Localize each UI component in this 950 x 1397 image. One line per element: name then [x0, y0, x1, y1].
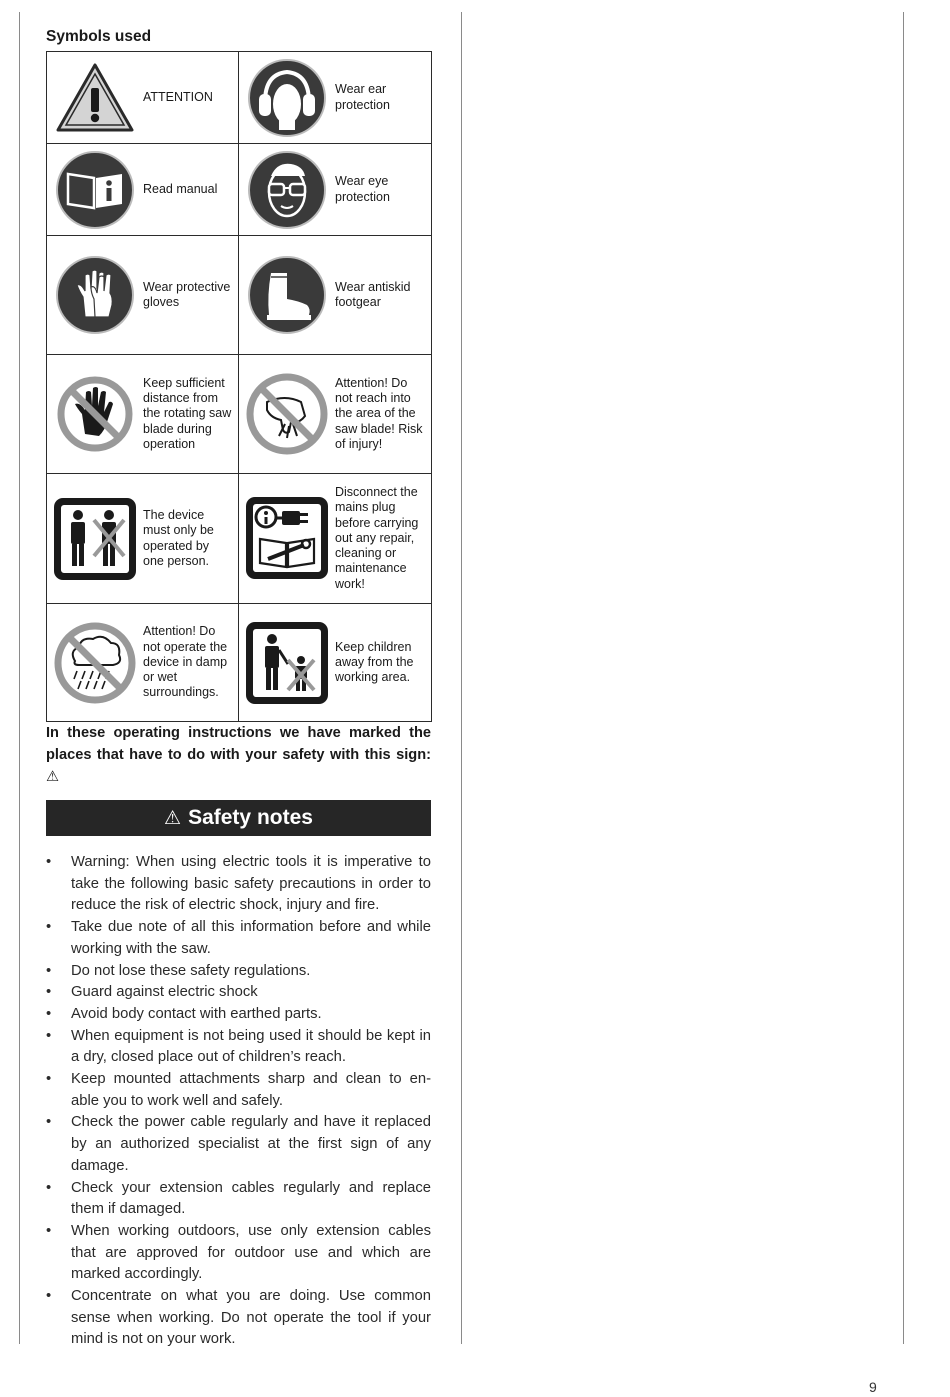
- safety-sign-intro: [46, 722, 431, 788]
- left-margin-rule: [19, 12, 20, 1344]
- note-text: When equipment is not being used it should be kept in a dry, closed place out of children’s reach.: [71, 1027, 431, 1066]
- symbol-label: The device must only be operated by one person.: [143, 508, 214, 568]
- right-margin-rule: [903, 12, 904, 1344]
- note-text: Check the power cable regularly and have it replaced by an authorized specialist at the first sign of any damage.: [71, 1114, 431, 1174]
- eye-protection-icon: [239, 150, 335, 230]
- symbol-label: Keep sufficient distance from the rotating saw blade during operation: [143, 375, 232, 451]
- list-item: [46, 1112, 431, 1177]
- note-text: Concentrate on what you are doing. Use common sense when working. Do not operate the tool if your mind is not on your work.: [71, 1288, 431, 1348]
- symbol-label: Wear protective gloves: [143, 279, 231, 309]
- antiskid-footgear-icon: [239, 255, 335, 335]
- list-item: [46, 1069, 431, 1112]
- symbol-label: Wear eye protection: [335, 174, 390, 204]
- attention-triangle-icon: [47, 62, 143, 134]
- bullet-icon: •: [46, 1222, 52, 1239]
- symbol-cell: [239, 52, 432, 144]
- symbol-cell: [47, 604, 239, 722]
- note-text: When working outdoors, use only extension cables that are approved for outdoor use and which are marked accordingly.: [71, 1222, 431, 1283]
- one-person-only-icon: [47, 496, 143, 582]
- list-item: [46, 1026, 431, 1069]
- note-text: Guard against electric shock: [71, 984, 258, 1001]
- no-wet-surroundings-icon: [47, 621, 143, 705]
- symbols-table: [46, 51, 432, 722]
- banner-title: Safety notes: [188, 806, 313, 829]
- warning-triangle-icon: ⚠: [164, 807, 182, 829]
- bullet-icon: •: [46, 854, 52, 870]
- note-text: Take due note of all this information before and while working with the saw.: [71, 919, 431, 957]
- symbol-cell: [239, 355, 432, 474]
- read-manual-icon: [47, 150, 143, 230]
- disconnect-plug-icon: [239, 495, 335, 581]
- symbol-label: Disconnect the mains plug before carrying out any repair, cleaning or maintenance work!: [335, 485, 419, 591]
- ear-protection-icon: [239, 58, 335, 138]
- symbol-cell: [239, 144, 432, 236]
- symbol-cell: [47, 144, 239, 236]
- no-reach-saw-icon: [239, 372, 335, 456]
- symbol-cell: [239, 604, 432, 722]
- list-item: [46, 1004, 431, 1026]
- bullet-icon: •: [46, 984, 52, 1001]
- safety-notes-list: [46, 852, 431, 1351]
- protective-gloves-icon: [47, 255, 143, 335]
- bullet-icon: •: [46, 919, 52, 936]
- bullet-icon: •: [46, 1027, 52, 1044]
- list-item: [46, 1286, 431, 1351]
- symbol-cell: [47, 355, 239, 474]
- intro-text: In these operating instructions we have marked the places that have to do with your safety with this sign:: [46, 725, 431, 763]
- symbol-cell: [239, 236, 432, 355]
- note-text: Do not lose these safety regulations.: [71, 962, 311, 979]
- list-item: [46, 1178, 431, 1221]
- note-text: Warning: When using electric tools it is imperative to take the following basic safety precautions in order to reduce the risk of electric shock, injury and fire.: [71, 854, 431, 914]
- symbol-label: Attention! Do not operate the device in damp or wet surroundings.: [143, 624, 228, 700]
- bullet-icon: •: [46, 1288, 52, 1305]
- symbol-label: ATTENTION: [143, 89, 213, 104]
- bullet-icon: •: [46, 1005, 52, 1022]
- list-item: [46, 852, 431, 917]
- symbol-cell: [239, 474, 432, 604]
- symbol-label: Read manual: [143, 181, 218, 196]
- warning-triangle-icon: ⚠: [46, 769, 60, 785]
- bullet-icon: •: [46, 1114, 52, 1131]
- section-title: Symbols used: [46, 28, 152, 45]
- bullet-icon: •: [46, 962, 52, 979]
- bullet-icon: •: [46, 1179, 52, 1196]
- list-item: [46, 917, 431, 960]
- symbol-label: Wear ear protection: [335, 82, 390, 112]
- symbol-label: Attention! Do not reach into the area of the saw blade! Risk of injury!: [335, 375, 423, 451]
- bullet-icon: •: [46, 1071, 52, 1088]
- page-number: 9: [869, 1379, 877, 1395]
- list-item: [46, 1221, 431, 1286]
- list-item: [46, 961, 431, 983]
- keep-children-away-icon: [239, 620, 335, 706]
- note-text: Check your extension cables regularly and replace them if damaged.: [71, 1179, 431, 1218]
- symbol-cell: [47, 52, 239, 144]
- symbol-label: Keep children away from the working area.: [335, 639, 414, 685]
- note-text: Avoid body contact with earthed parts.: [71, 1005, 322, 1022]
- symbol-cell: [47, 474, 239, 604]
- safety-notes-banner: [46, 800, 431, 836]
- symbol-label: Wear antiskid footgear: [335, 279, 411, 309]
- note-text: Keep mounted attachments sharp and clean to en-able you to work well and safely.: [71, 1071, 431, 1109]
- no-hand-near-blade-icon: [47, 374, 143, 454]
- column-divider-rule: [461, 12, 462, 1344]
- symbol-cell: [47, 236, 239, 355]
- list-item: [46, 982, 431, 1004]
